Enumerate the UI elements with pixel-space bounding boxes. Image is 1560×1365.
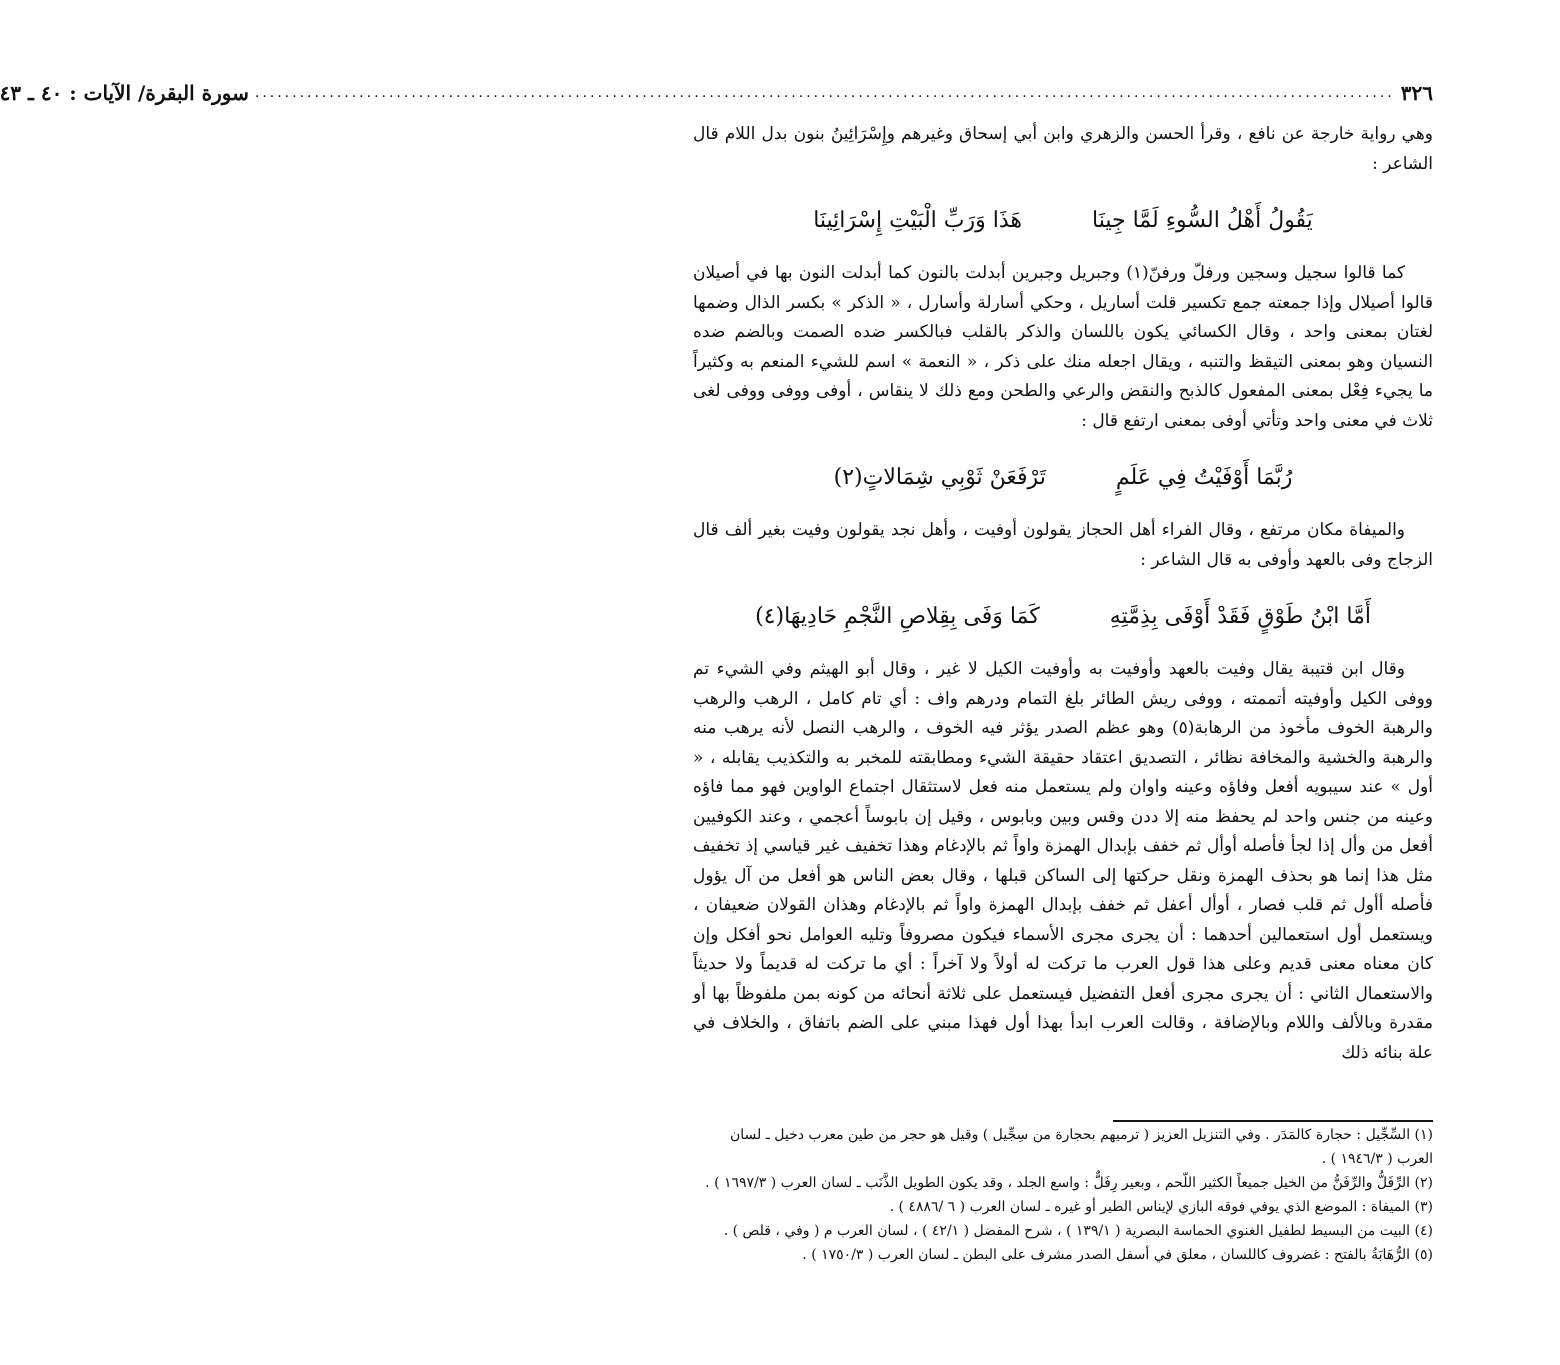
paragraph: كما قالوا سجيل وسجين ورفلّ ورفنّ(١) وجبريل وجبرين أبدلت بالنون كما أبدلت النون بها في أصيلان قالوا أصيلال وإذا جمعته جمع تكسير قلت أساريل ، وحكي أسارلة وأسارل ، « الذكر » بكسر الذال وضمها لغتان بمعنى واحد ، وقال الكسائي يكون باللسان والذكر بالقلب فبالكسر ضده الصمت وبالضم ضده النسيان وهو بمعنى التيقظ والتنبه ، ويقال اجعله منك على ذكر ، « النعمة » اسم للشيء المنعم به وكثيراً ما يجيء فِعْل بمعنى المفعول كالذبح والنقض والرعي والطحن ومع ذلك لا ينقاس ، أوفى ووفى ووفى لغى ثلاث في معنى واحد وتأتي أوفى بمعنى ارتفع قال : [693,263,1433,431]
footnote: (٥) الرُّهَابَةُ بالفتح : غضروف كاللسان ، معلق في أسفل الصدر مشرف على البطن ـ لسان العرب ( ١٧٥٠/٣ ) . [802,1247,1433,1263]
page-number: ٣٢٦ [1400,81,1433,105]
footnotes [693,1123,1433,1267]
footnote: (٢) الرِّفَلُّ والرِّفَنُّ من الخيل جميعاً الكثير اللّحم ، وبعير رِفَلٌّ : واسع الجلد ، وقد يكون الطويل الذَّنَب ـ لسان العرب ( ١٦٩٧/٣ ) . [705,1175,1433,1191]
verse-second-hemistich: هَذَا وَرَبِّ الْبَيْتِ إِسْرَائِينَا [813,208,1022,233]
header-leader-dots: ......................................................................................................................................................... [254,85,1395,101]
paragraph: وقال ابن قتيبة يقال وفيت بالعهد وأوفيت به وأوفيت الكيل لا غير ، وقال أبو الهيثم وفي الشيء تم ووفى الكيل وأوفيته أتممته ، ووفى ريش الطائر بلغ التمام ودرهم واف : أي تام كامل ، الرهب والرهب والرهبة الخوف مأخوذ من الرهابة(٥) وهو عظم الصدر يؤثر فيه الخوف ، والرهب النصل لأنه يرهب منه والرهبة والخشية والمخافة نظائر ، التصديق اعتقاد حقيقة الشيء ومطابقته للمخبر به والتكذيب يقابله ، « أول » عند سيبويه أفعل وفاؤه وعينه واوان ولم يستعمل منه فعل لاستثقال اجتماع الواوين فهو مما فاؤه وعينه من جنس واحد لم يحفظ منه إلا ددن وقس وبين وبابوس ، وقيل إن بابوساً أعجمي ، وعند الكوفيين أفعل من وأل إذا لجأ فأصله أوأل ثم خفف بإبدال الهمزة واواً ثم بالإدغام وهذا تخفيف غير قياسي إذ تخفيف مثل هذا إنما هو بحذف الهمزة ونقل حركتها إلى الساكن قبلها ، وقال بعض الناس هو أفعل من آل يؤول فأصله أأول ثم قلب فصار ، أوأل أعفل ثم خفف بإبدال الهمزة واواً ثم بالإدغام وهذان القولان ضعيفان ، ويستعمل أول استعمالين أحدهما : أن يجرى مجرى الأسماء فيكون مصروفاً وتليه العوامل نحو أفكل وإن كان معناه معنى قديم وعلى هذا قول العرب ما تركت له أولاً ولا آخراً : أي ما تركت له قديماً ولا حديثاً والاستعمال الثاني : أن يجرى مجرى أفعل التفضيل فيستعمل على ثلاثة أنحائه من كونه بمن ملفوظاً بها أو مقدرة وبالألف واللام وبالإضافة ، وقالت العرب ابدأ بهذا أول فهذا مبني على الضم باتفاق ، والخلاف في علة بنائه ذلك [693,659,1434,1063]
footnote-separator [1113,1120,1433,1122]
poetry-verse [693,201,1433,241]
paragraph: والميفاة مكان مرتفع ، وقال الفراء أهل الحجاز يقولون أوفيت ، وأهل نجد يقولون وفيت بغير ألف قال الزجاج وفى بالعهد وأوفى به قال الشاعر : [693,520,1433,570]
chapter-title: سورة البقرة/ الآيات : ٤٠ ـ ٤٣ [0,81,249,105]
running-header [0,80,1433,106]
poetry-verse [693,458,1433,498]
footnote: (١) السِّجِّيل : حجارة كالمَدَر . وفي التنزيل العزيز ( ترميهم بحجارة من سِجِّيل ) وقيل هو حجر من طين معرب دخيل ـ لسان العرب ( ١٩٤٦/٣ ) . [729,1127,1433,1167]
verse-second-hemistich: كَمَا وَفَى بِقِلاصِ النَّجْمِ حَادِيهَا(٤) [755,604,1040,629]
verse-first-hemistich: رُبَّمَا أَوْفَيْتُ فِي عَلَمٍ [1115,465,1293,490]
verse-second-hemistich: تَرْفَعَنْ ثَوْبِي شِمَالاتٍ(٢) [833,465,1046,490]
footnote: (٤) البيت من البسيط لطفيل الغنوي الحماسة البصرية ( ١٣٩/١ ) ، شرح المفضل ( ٤٢/١ ) ، لسان العرب م ( وفي ، قلص ) . [723,1223,1433,1239]
verse-first-hemistich: أَمَّا ابْنُ طَوْقٍ فَقَدْ أَوْفَى بِذِمَّتِهِ [1109,604,1371,629]
paragraph: وهي رواية خارجة عن نافع ، وقرأ الحسن والزهري وابن أبي إسحاق وغيرهم وإِسْرَائِينُ بنون بدل اللام قال الشاعر : [693,124,1434,174]
footnote: (٣) الميفاة : الموضع الذي يوفي فوقه البازي لإيناس الطير أو غيره ـ لسان العرب ( ٦ /٤٨٨٦ ) . [889,1199,1433,1215]
poetry-verse [693,597,1433,637]
main-text [693,120,1433,1068]
verse-first-hemistich: يَقُولُ أَهْلُ السُّوءِ لَمَّا جِينَا [1092,208,1313,233]
